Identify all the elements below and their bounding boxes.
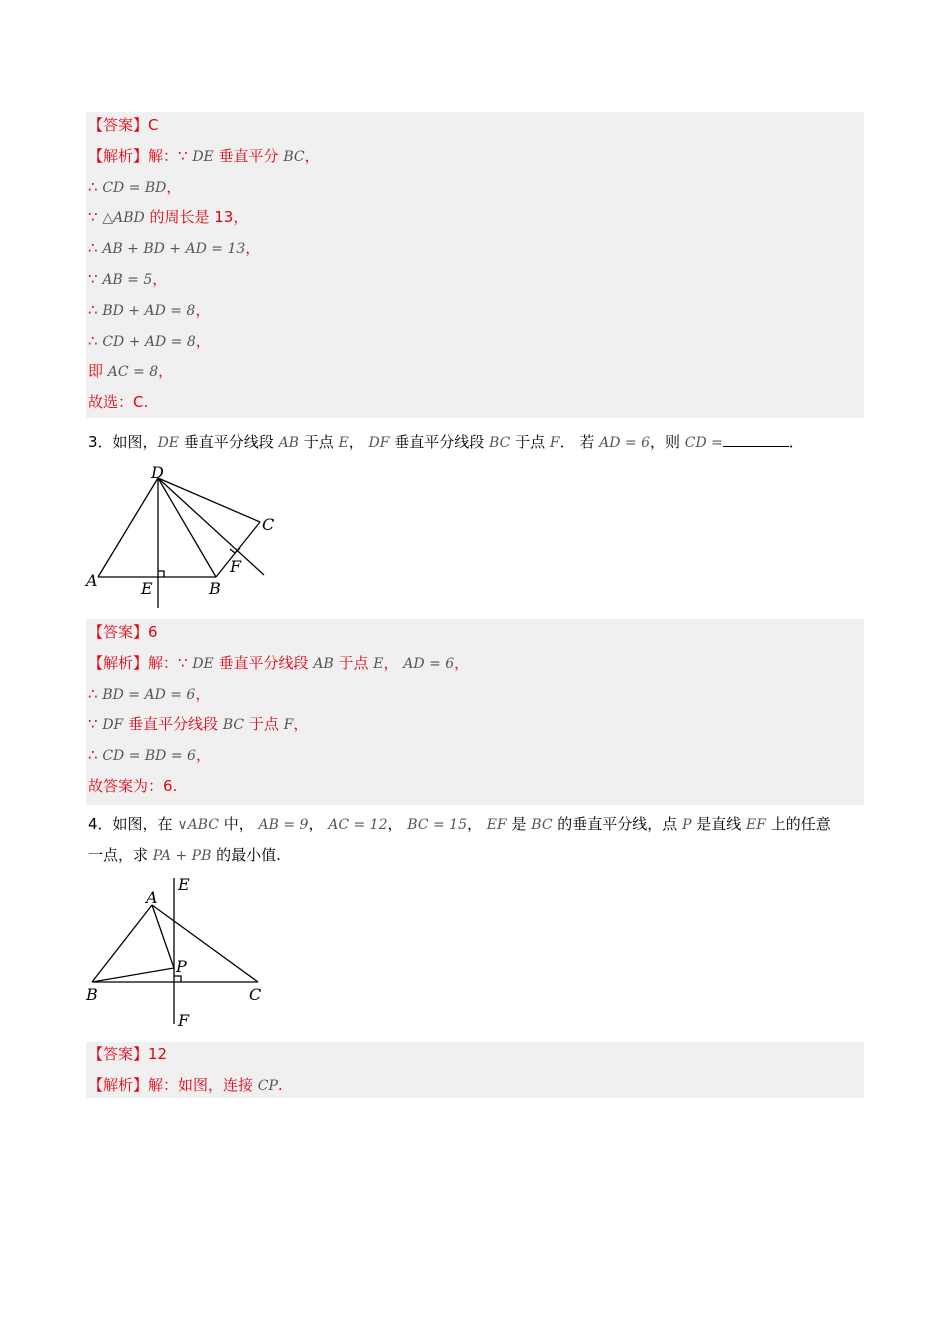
- question-number: 3．: [88, 433, 113, 451]
- text-run: 如图，: [112, 433, 158, 451]
- math-expression: F: [549, 435, 560, 451]
- math-expression: ∨ABC: [177, 817, 219, 833]
- math-expression: BC: [222, 717, 245, 734]
- text-run: 于点: [298, 433, 339, 451]
- text-run: 于点: [333, 653, 374, 672]
- text-run: ，: [158, 362, 174, 381]
- solution-line: [88, 682, 210, 706]
- math-expression: CD = BD = 6: [102, 748, 196, 765]
- text-run: ∴: [88, 331, 103, 350]
- segment-AB: [92, 905, 152, 982]
- math-expression: AB = 5: [102, 272, 153, 288]
- text-run: ∴: [88, 300, 103, 319]
- solution-line: [88, 359, 173, 383]
- text-run: 故答案为：6.: [88, 777, 178, 795]
- math-expression: BC: [283, 148, 305, 165]
- question-end: ．: [788, 433, 804, 451]
- text-run: ∴: [88, 684, 103, 703]
- right-angle-mark: [174, 976, 181, 982]
- text-run: 于点: [510, 433, 550, 451]
- text-run: 上的任意: [765, 815, 831, 833]
- math-expression: DE: [157, 435, 180, 451]
- math-expression: DF: [102, 717, 124, 734]
- math-expression: AC = 8: [107, 364, 159, 381]
- question-number: 4．: [88, 815, 113, 833]
- text-run: ∵: [88, 715, 103, 734]
- solution-line: [88, 267, 167, 291]
- text-run: ，: [152, 270, 168, 288]
- solution-line: [88, 620, 158, 644]
- text-run: ，: [293, 715, 309, 734]
- math-expression: BD = AD = 6: [102, 686, 196, 703]
- math-expression: DE: [192, 655, 214, 672]
- figure-q3: [80, 462, 280, 612]
- text-run: ∴: [88, 239, 103, 258]
- math-expression: E: [338, 435, 349, 451]
- text-run: ，: [166, 177, 182, 196]
- segment-AC: [152, 905, 258, 982]
- right-angle-E: [158, 571, 164, 577]
- figure-q4: [80, 870, 280, 1030]
- text-run: 垂直平分线段: [389, 433, 490, 451]
- math-expression: CD =: [684, 435, 723, 451]
- math-expression: EF: [746, 817, 766, 833]
- math-expression: AD = 6: [599, 435, 650, 451]
- text-run: 于点: [244, 715, 284, 734]
- label-F: F: [230, 557, 242, 576]
- solution-line: [88, 236, 260, 260]
- segment-DF-extended: [158, 478, 264, 575]
- solution-line: [88, 205, 248, 229]
- text-run: 垂直平分线段: [213, 653, 314, 672]
- segment-PA: [152, 905, 174, 968]
- text-run: ∵: [88, 208, 103, 227]
- text-run: ，: [304, 146, 320, 165]
- math-expression: BC = 15: [407, 817, 467, 833]
- math-expression: AB = 9: [258, 817, 309, 833]
- math-expression: PA + PB: [152, 848, 212, 864]
- text-run: ，则: [649, 433, 685, 451]
- math-expression: AD = 6: [403, 655, 455, 672]
- label-B: B: [86, 985, 98, 1004]
- math-expression: P: [682, 817, 692, 833]
- text-run: ，: [195, 746, 211, 765]
- math-expression: CD + AD = 8: [102, 333, 196, 350]
- solution-line: [88, 113, 158, 137]
- text-run: .: [277, 1076, 283, 1094]
- label-E: E: [141, 579, 153, 598]
- text-run: ，: [348, 433, 369, 451]
- text-run: 是直线: [691, 815, 747, 833]
- label-F: F: [178, 1011, 190, 1030]
- math-expression: AC = 12: [328, 817, 388, 833]
- text-run: 垂直平分线段: [179, 433, 279, 451]
- math-expression: CP: [257, 1078, 278, 1094]
- solution-line: [88, 390, 148, 414]
- math-expression: DE: [192, 148, 214, 165]
- math-expression: △ABD: [102, 210, 145, 227]
- text-run: 【答案】C: [88, 116, 159, 134]
- text-run: 【解析】解：∵: [88, 653, 193, 672]
- solution-line: [88, 774, 177, 798]
- answer-blank[interactable]: [723, 432, 789, 447]
- solution-line: [88, 1073, 283, 1097]
- text-run: 【答案】6: [88, 623, 158, 641]
- math-expression: E: [373, 655, 384, 672]
- math-expression: AB + BD + AD = 13: [102, 241, 246, 258]
- label-B: B: [209, 579, 221, 598]
- solution-line: [88, 298, 210, 322]
- text-run: ∴: [88, 746, 103, 765]
- text-run: ，: [195, 684, 211, 703]
- math-expression: AB: [313, 655, 334, 672]
- segment-DB: [158, 478, 216, 577]
- text-run: 一点，求: [88, 846, 153, 864]
- text-run: ． 若: [559, 433, 600, 451]
- text-run: ，: [383, 653, 404, 672]
- solution-line: [88, 1042, 167, 1066]
- text-run: 即: [88, 362, 108, 381]
- text-run: 的周长是 13，: [144, 208, 249, 227]
- text-run: 【解析】解：∵: [88, 146, 193, 165]
- solution-line: [88, 175, 181, 199]
- label-D: D: [151, 463, 164, 482]
- math-expression: BD + AD = 8: [102, 302, 196, 319]
- solution-line: [88, 651, 469, 675]
- label-C: C: [262, 515, 275, 534]
- solution-line: [88, 743, 211, 767]
- text-run: ，: [195, 300, 211, 319]
- question-4-line-1: [88, 812, 831, 837]
- text-run: 如图，在: [112, 815, 178, 833]
- math-expression: EF: [486, 817, 507, 833]
- math-expression: AB: [278, 435, 299, 451]
- text-run: 中，: [218, 815, 259, 833]
- label-P: P: [176, 957, 187, 976]
- text-run: 【答案】12: [88, 1045, 168, 1063]
- text-run: ，: [195, 331, 211, 350]
- text-run: ，: [308, 815, 329, 833]
- text-run: ，: [454, 653, 470, 672]
- segment-DA: [98, 478, 158, 577]
- math-expression: BC: [489, 435, 511, 451]
- text-run: ∴: [88, 177, 103, 196]
- text-run: 垂直平分线段: [123, 715, 223, 734]
- text-run: 【解析】解：如图，连接: [88, 1076, 258, 1094]
- math-expression: BC: [531, 817, 553, 833]
- solution-line: [88, 144, 320, 168]
- text-run: ，: [245, 239, 261, 258]
- question-4-line-2: [88, 843, 281, 868]
- math-expression: CD = BD: [102, 179, 167, 196]
- text-run: 垂直平分: [213, 146, 284, 165]
- text-run: 的最小值.: [211, 846, 281, 864]
- text-run: 的垂直平分线，点: [552, 815, 683, 833]
- text-run: ，: [467, 815, 487, 833]
- text-run: 是: [506, 815, 532, 833]
- solution-line: [88, 329, 211, 353]
- segment-DC: [158, 478, 260, 522]
- text-run: 故选：C.: [88, 393, 149, 412]
- text-run: ∵: [88, 270, 103, 288]
- text-run: ，: [387, 815, 408, 833]
- label-A: A: [146, 888, 158, 907]
- math-expression: DF: [368, 435, 390, 451]
- segment-PB: [92, 968, 174, 982]
- label-A: A: [86, 571, 98, 590]
- label-E: E: [178, 875, 190, 894]
- math-expression: F: [283, 717, 294, 734]
- label-C: C: [249, 985, 262, 1004]
- solution-line: [88, 712, 308, 736]
- question-3: [88, 430, 804, 455]
